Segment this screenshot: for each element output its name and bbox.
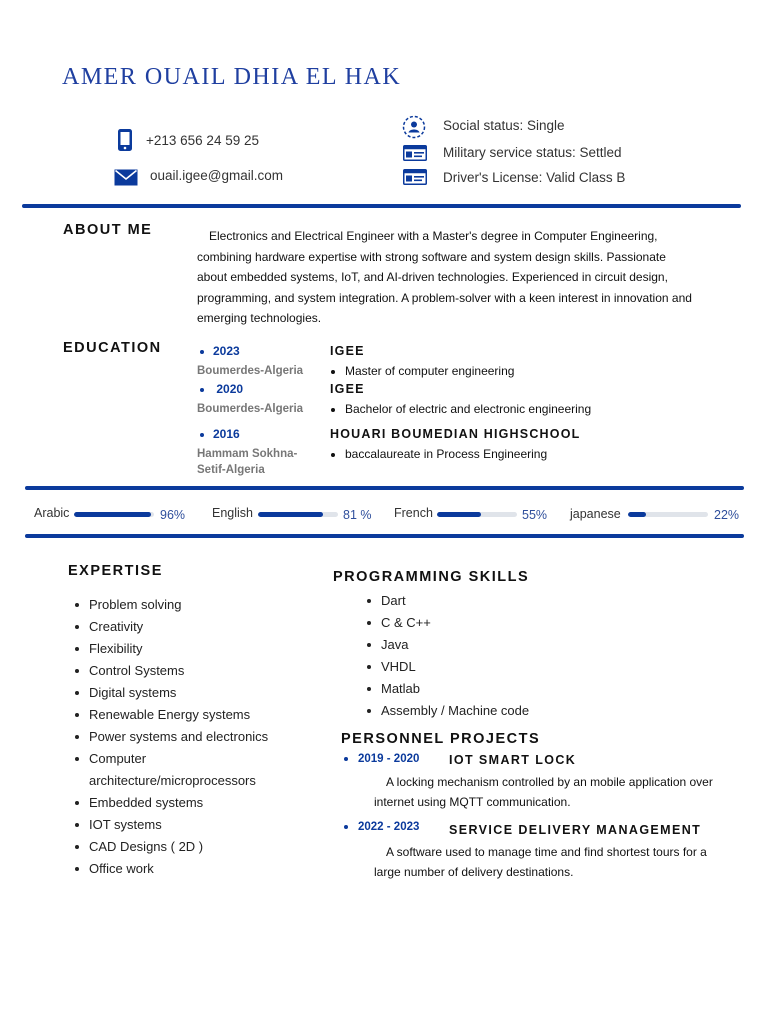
languages-bottom-divider bbox=[25, 534, 744, 538]
candidate-name: AMER OUAIL DHIA EL HAK bbox=[62, 64, 402, 90]
education-location: Hammam Sokhna-Setif-Algeria bbox=[197, 448, 298, 476]
project-title: SERVICE DELIVERY MANAGEMENT bbox=[449, 823, 702, 837]
project-title: IOT SMART LOCK bbox=[449, 753, 577, 767]
programming-list bbox=[361, 590, 621, 722]
list-item: Computer architecture/microprocessors bbox=[69, 748, 299, 792]
projects-heading: PERSONNEL PROJECTS bbox=[341, 731, 541, 747]
expertise-list bbox=[69, 594, 299, 880]
language-level-bar bbox=[258, 512, 338, 517]
id-card-icon bbox=[403, 145, 427, 161]
language-name: Arabic bbox=[34, 506, 70, 520]
list-item: CAD Designs ( 2D ) bbox=[69, 836, 299, 858]
list-item: C & C++ bbox=[361, 612, 621, 634]
language-name: English bbox=[212, 506, 253, 520]
mail-icon bbox=[114, 169, 138, 186]
drivers-license: Driver's License: Valid Class B bbox=[443, 170, 626, 185]
language-level-fill bbox=[258, 512, 323, 517]
education-year: 2020 bbox=[200, 382, 243, 396]
education-degree: baccalaureate in Process Engineering bbox=[331, 447, 547, 461]
education-year: 2016 bbox=[200, 427, 240, 441]
list-item: Office work bbox=[69, 858, 299, 880]
language-level-fill bbox=[74, 512, 151, 517]
list-item: Problem solving bbox=[69, 594, 299, 616]
education-location: Boumerdes-Algeria bbox=[197, 365, 304, 377]
header-divider bbox=[22, 204, 741, 208]
list-item: Assembly / Machine code bbox=[361, 700, 621, 722]
language-name: French bbox=[394, 506, 433, 520]
programming-heading: PROGRAMMING SKILLS bbox=[333, 569, 530, 585]
language-percent: 81 % bbox=[343, 508, 372, 522]
education-degree: Master of computer engineering bbox=[331, 364, 514, 378]
education-school: IGEE bbox=[330, 344, 365, 358]
list-item: IOT systems bbox=[69, 814, 299, 836]
education-year: 2023 bbox=[200, 344, 240, 358]
project-dates: 2022 - 2023 bbox=[344, 821, 419, 833]
language-level-bar bbox=[74, 512, 154, 517]
language-percent: 22% bbox=[714, 508, 740, 522]
social-status: Social status: Single bbox=[443, 118, 565, 133]
project-description: A software used to manage time and find shortest tours for a large number of delivery destinations. bbox=[374, 845, 707, 879]
license-card-icon bbox=[403, 169, 427, 185]
education-location: Boumerdes-Algeria bbox=[197, 403, 304, 415]
person-icon bbox=[402, 115, 426, 139]
language-name: japanese bbox=[570, 507, 621, 521]
language-percent: 96% bbox=[160, 508, 186, 522]
list-item: VHDL bbox=[361, 656, 621, 678]
military-status: Military service status: Settled bbox=[443, 145, 622, 160]
language-level-bar bbox=[628, 512, 708, 517]
phone-icon bbox=[117, 128, 133, 152]
language-level-fill bbox=[628, 512, 646, 517]
email-address: ouail.igee@gmail.com bbox=[150, 168, 284, 183]
list-item: Flexibility bbox=[69, 638, 299, 660]
about-text: Electronics and Electrical Engineer with a Master's degree in Computer Engineering, combining hardware expertise with strong software and system design skills. Passionate about embedded systems, IoT, and AI-driven technologies. Experienced in circuit design, programming, and system integration. A problem-solver with a keen interest in innovation and emerging technologies. bbox=[197, 229, 692, 325]
project-description: A locking mechanism controlled by an mobile application over internet using MQTT communication. bbox=[374, 775, 713, 809]
about-heading: ABOUT ME bbox=[63, 222, 153, 238]
expertise-heading: EXPERTISE bbox=[68, 563, 163, 579]
list-item: Java bbox=[361, 634, 621, 656]
education-heading: EDUCATION bbox=[63, 340, 162, 356]
list-item: Renewable Energy systems bbox=[69, 704, 299, 726]
list-item: Control Systems bbox=[69, 660, 299, 682]
education-degree: Bachelor of electric and electronic engineering bbox=[331, 402, 591, 416]
list-item: Power systems and electronics bbox=[69, 726, 299, 748]
phone-number: +213 656 24 59 25 bbox=[146, 133, 259, 148]
languages-top-divider bbox=[25, 486, 744, 490]
list-item: Matlab bbox=[361, 678, 621, 700]
list-item: Embedded systems bbox=[69, 792, 299, 814]
education-school: IGEE bbox=[330, 382, 365, 396]
language-level-bar bbox=[437, 512, 517, 517]
list-item: Digital systems bbox=[69, 682, 299, 704]
language-level-fill bbox=[437, 512, 481, 517]
education-school: HOUARI BOUMEDIAN HIGHSCHOOL bbox=[330, 427, 581, 441]
list-item: Dart bbox=[361, 590, 621, 612]
project-dates: 2019 - 2020 bbox=[344, 753, 419, 765]
language-percent: 55% bbox=[522, 508, 548, 522]
list-item: Creativity bbox=[69, 616, 299, 638]
